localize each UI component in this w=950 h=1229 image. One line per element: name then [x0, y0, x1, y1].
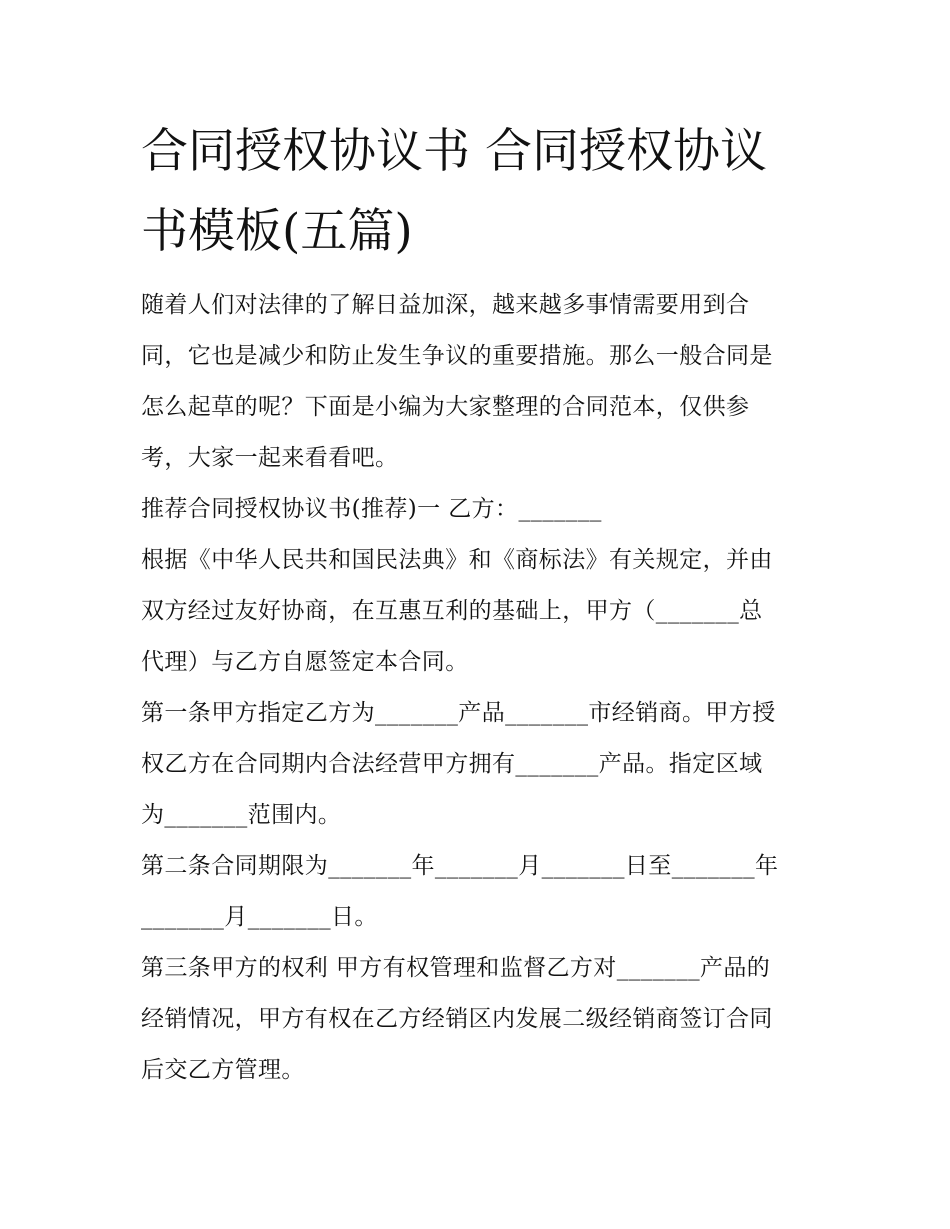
recommend-heading-paragraph	[141, 484, 813, 535]
intro-paragraph	[141, 280, 813, 484]
text-line: 代理）与乙方自愿签定本合同。	[141, 649, 469, 675]
text-line: 推荐合同授权协议书(推荐)一 乙方：_______	[141, 496, 602, 522]
text-line: 第一条甲方指定乙方为_______产品_______市经销商。甲方授	[141, 700, 776, 726]
document-body	[141, 112, 813, 1096]
text-line: 后交乙方管理。	[141, 1057, 305, 1083]
text-line: 第三条甲方的权利 甲方有权管理和监督乙方对_______产品的	[141, 955, 771, 981]
text-line: 怎么起草的呢？下面是小编为大家整理的合同范本，仅供参	[141, 394, 750, 420]
text-line: 第二条合同期限为_______年_______月_______日至_______年	[141, 853, 779, 879]
title-line: 合同授权协议书 合同授权协议	[141, 124, 767, 179]
article-one-paragraph	[141, 688, 813, 841]
text-line: _______月_______日。	[141, 904, 378, 930]
article-two-paragraph	[141, 841, 813, 943]
document-title	[141, 112, 813, 272]
text-line: 经销情况，甲方有权在乙方经销区内发展二级经销商签订合同	[141, 1006, 773, 1032]
article-three-paragraph	[141, 943, 813, 1096]
text-line: 考，大家一起来看看吧。	[141, 445, 399, 471]
legal-basis-paragraph	[141, 535, 813, 688]
title-line: 书模板(五篇)	[141, 204, 413, 259]
text-line: 权乙方在合同期内合法经营甲方拥有_______产品。指定区域	[141, 751, 763, 777]
text-line: 双方经过友好协商，在互惠互利的基础上，甲方（_______总	[141, 598, 763, 624]
text-line: 同，它也是减少和防止发生争议的重要措施。那么一般合同是	[141, 343, 773, 369]
text-line: 为_______范围内。	[141, 802, 342, 828]
text-line: 随着人们对法律的了解日益加深，越来越多事情需要用到合	[141, 292, 750, 318]
text-line: 根据《中华人民共和国民法典》和《商标法》有关规定，并由	[141, 547, 773, 573]
